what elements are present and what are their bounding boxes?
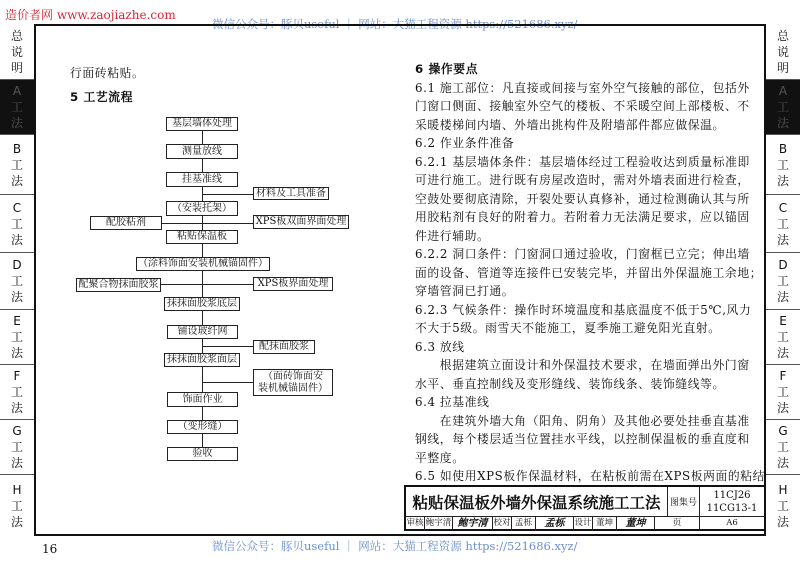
checker-name: 孟栎 [512,517,536,531]
tab-letter: B [12,141,22,156]
page-number: 16 [42,542,58,556]
watermark-top-left: 造价者网 www.zaojiazhe.com [5,8,176,22]
flow-side-step: 配胶粘剂 [90,216,162,230]
text-line: 6.3 放线 [415,339,465,354]
tab-label-char: 工 [10,157,23,172]
tab-label-char: 法 [776,232,789,247]
tab-letter: D [12,258,22,272]
tab-label-char: 法 [10,232,23,247]
tab-label-char: 工 [10,498,23,513]
flow-connector [202,346,253,347]
tab-label-char: 工 [10,100,23,114]
tab-letter: G [12,424,22,438]
text-line: 采暖楼梯间内墙、外墙出挑构件及附墙部件都应做保温。 [415,117,725,132]
text-line: 空鼓处要彻底清除，开裂处要认真修补，通过检测确认其与所 [415,191,750,206]
tab-c-method[interactable] [0,195,34,253]
tab-letter: F [779,369,787,383]
review-label: 审核 [406,517,425,531]
watermark-bottom: 微信公众号：豚贝useful ｜ 网站：大猫工程资源 https://521686.xyz/ [212,539,578,553]
tab-label-char: 工 [776,157,789,172]
tab-e-method[interactable] [766,310,800,365]
tab-label-char: 法 [776,514,789,529]
tab-label-char: 法 [10,116,23,130]
tab-label-char: 法 [776,401,789,415]
tab-label-char: 明 [10,60,23,75]
tab-letter: E [13,314,21,328]
tab-label-char: 工 [776,216,789,231]
text-line: 穿墙管洞已打通。 [415,284,515,298]
flow-step: 验收 [167,447,238,461]
text-line: 平整度。 [415,450,465,465]
tab-label-char: 法 [776,290,789,304]
reviewer-signature: 鲍宇清 [453,517,493,531]
tab-label-char: 工 [10,216,23,231]
flow-step: 抹抹面胶浆底层 [164,297,240,311]
tab-letter: F [13,369,21,383]
tab-a-method[interactable] [0,80,34,135]
signature-row [406,517,764,531]
tab-letter: C [12,200,22,215]
atlas-number [700,487,764,517]
check-label: 校对 [493,517,512,531]
tab-letter: E [779,314,787,328]
flow-step: （变形缝） [167,420,238,434]
text-line: 门窗口侧面、接触室外空气的楼板、不采暖空间上部楼板、不 [415,99,750,113]
text-line: 6.2.1 基层墙体条件：基层墙体经过工程验收达到质量标准即 [415,154,750,169]
tab-label-char: 工 [776,440,789,454]
tab-g-method[interactable] [0,420,34,475]
flow-step: 抹抹面胶浆面层 [164,353,240,367]
tab-general-notes[interactable] [766,24,800,80]
tab-letter: B [778,141,788,156]
flow-connector [162,223,253,224]
text-line: 件进行辅助。 [415,228,490,243]
tab-d-method[interactable] [0,253,34,310]
tab-b-method[interactable] [0,135,34,195]
tab-label-char: 工 [776,274,789,288]
atlas-number-2: 11CG13-1 [706,502,758,514]
tab-label-char: 总 [10,28,23,43]
tab-letter: H [778,482,788,497]
text-line: 面的设备、管道等连接件已安装完毕，并留出外保温施工余地； [415,265,763,280]
flow-step: 挂基准线 [166,172,238,187]
text-line: 6.1 施工部位：凡直接或间接与室外空气接触的部位，包括外 [415,80,750,95]
flow-step: （安装托架） [166,201,238,216]
tab-label-char: 法 [10,173,23,188]
tab-label-char: 工 [10,440,23,454]
tab-letter: A [778,84,788,98]
tab-label-char: 法 [10,514,23,529]
tab-label-char: 法 [10,401,23,415]
tab-label-char: 法 [10,346,23,360]
tab-label-char: 总 [776,28,789,43]
tab-e-method[interactable] [0,310,34,365]
atlas-label: 图集号 [668,487,700,517]
title-block [404,485,766,531]
tab-label-char: 法 [776,173,789,188]
tab-label-char: 工 [776,330,789,344]
tab-label-char: 法 [776,456,789,470]
tab-g-method[interactable] [766,420,800,475]
flow-step: 基层墙体处理 [166,117,238,131]
tab-label-char: 工 [776,385,789,399]
tab-letter: C [778,200,788,215]
flow-side-step: XPS板双面界面处理 [253,215,349,229]
flow-step: （涂料饰面安装机械锚固件） [138,258,268,269]
tab-label-char: 工 [776,100,789,114]
text-line: 水平、垂直控制线及变形缝线、装饰线条、装饰缝线等。 [415,376,725,391]
flow-side-step: 配抹面胶浆 [253,340,315,354]
flow-side-step: 材料及工具准备 [253,187,329,200]
tab-letter: G [778,424,788,438]
flow-side-step-line: （面砖饰面安 [263,370,323,382]
tab-letter: D [778,258,788,272]
text-line: 6.4 拉基准线 [415,395,490,409]
tab-label-char: 工 [776,498,789,513]
flow-side-step-line: 装机械锚固件） [258,382,328,394]
tab-label-char: 工 [10,274,23,288]
tab-label-char: 工 [10,330,23,344]
text-line: 根据建筑立面设计和外保温技术要求，在墙面弹出外门窗 [415,358,750,372]
tab-letter: H [12,482,22,497]
flow-connector [161,284,253,285]
flow-side-step [253,369,333,396]
tab-label-char: 说 [776,44,789,59]
flow-side-step: 配聚合物抹面胶浆 [76,278,161,292]
tab-label-char: 法 [10,456,23,470]
tab-letter: A [12,84,22,98]
tab-f-method[interactable] [766,365,800,420]
text-line: 6 操作要点 [415,62,479,76]
text-line: 可进行施工。进行既有房屋改造时，需对外墙表面进行检查， [415,173,750,187]
tab-h-method[interactable] [0,475,34,536]
drawing-title: 粘贴保温板外墙外保温系统施工工法 [406,487,668,517]
text-line: 6.5 如使用XPS板作保温材料，在粘板前需在XPS板两面的粘结 [415,469,766,483]
tab-d-method[interactable] [766,253,800,310]
tab-c-method[interactable] [766,195,800,253]
page-value: A6 [726,518,738,528]
flow-step: 测量放线 [166,144,238,159]
tab-f-method[interactable] [0,365,34,420]
checker-signature: 孟栎 [536,517,574,531]
tab-label-char: 法 [776,346,789,360]
page-label: 页 [655,517,700,531]
section-heading: 5 工艺流程 [70,90,134,104]
flow-connector [202,194,253,195]
text-line: 6.2.3 气候条件：操作时环境温度和基底温度不低于5℃,风力 [415,302,752,317]
text-line: 6.2.2 洞口条件：门窗洞口通过验收，门窗框已立完；伸出墙 [415,247,750,261]
flow-connector [202,382,253,383]
tab-b-method[interactable] [766,135,800,195]
intro-text: 行面砖粘贴。 [70,66,145,80]
watermark-top: 微信公众号：豚贝useful ｜ 网站：大猫工程资源 https://521686.xyz/ [212,17,578,31]
design-label: 设计 [574,517,593,531]
tab-general-notes[interactable] [0,24,34,80]
flow-step: 饰面作业 [167,392,238,407]
tab-label-char: 法 [776,116,789,130]
tab-h-method[interactable] [766,475,800,536]
tab-label-char: 法 [10,290,23,304]
tab-label-char: 说 [10,44,23,59]
flow-step: 粘贴保温板 [166,230,238,244]
tab-a-method[interactable] [766,80,800,135]
designer-signature: 董坤 [617,517,655,531]
text-line: 6.2 作业条件准备 [415,136,515,150]
tab-label-char: 明 [776,60,789,75]
flow-side-step: XPS板界面处理 [253,277,333,291]
text-line: 钢线，每个楼层适当位置挂水平线，以控制保温板的垂直度和 [415,432,750,446]
flow-step: 铺设玻纤网 [167,325,238,339]
text-line: 在建筑外墙大角（阳角、阴角）及其他必要处挂垂直基准 [415,413,750,428]
text-line: 用胶粘剂有良好的附着力。若附着力无法满足要求，应以锚固 [415,210,750,224]
text-line: 不大于5级。雨雪天不能施工，夏季施工避免阳光直射。 [415,321,721,335]
tab-label-char: 工 [10,385,23,399]
atlas-number-1: 11CJ26 [713,489,751,501]
reviewer-name: 鲍宇清 [425,517,453,531]
designer-name: 董坤 [593,517,617,531]
